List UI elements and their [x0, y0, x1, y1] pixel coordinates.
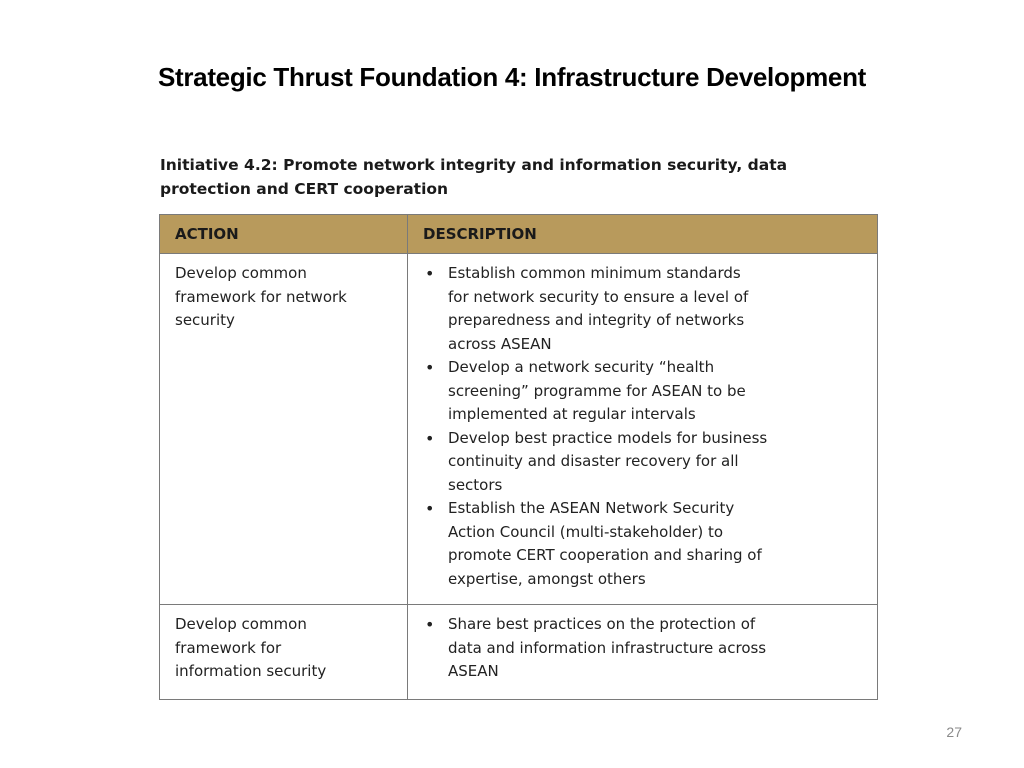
bullet-line: sectors [448, 475, 503, 494]
description-list [423, 613, 862, 684]
bullet-line: across ASEAN [448, 334, 552, 353]
bullet-item [423, 427, 862, 498]
page-number: 27 [946, 724, 962, 740]
table-row [160, 254, 878, 605]
bullet-line: preparedness and integrity of networks [448, 311, 745, 329]
action-line: security [175, 311, 235, 329]
bullet-line: Action Council (multi-stakeholder) to [448, 522, 724, 541]
table-header-row [160, 215, 878, 254]
slide-title: Strategic Thrust Foundation 4: Infrastructure Development [157, 62, 867, 92]
description-list [423, 262, 862, 591]
action-cell [160, 254, 408, 605]
bullet-line: • Establish common minimum standards [448, 264, 741, 282]
bullet-item [423, 613, 862, 684]
action-line: framework for [175, 638, 282, 657]
bullet-line: • Share best practices on the protection of [448, 615, 756, 633]
bullet-line: screening” programme for ASEAN to be [448, 381, 746, 400]
action-line: framework for network [175, 287, 347, 306]
table-row [160, 605, 878, 700]
bullet-line: • Establish the ASEAN Network Security [448, 499, 735, 517]
actions-table [159, 214, 878, 700]
bullet-line: ASEAN [448, 662, 499, 680]
description-cell [408, 254, 878, 605]
bullet-item [423, 262, 862, 356]
bullet-line: promote CERT cooperation and sharing of [448, 546, 762, 564]
bullet-line: • Develop best practice models for business [448, 428, 768, 447]
bullet-line: expertise, amongst others [448, 569, 646, 588]
action-line: Develop common [175, 264, 307, 282]
action-line: information security [175, 662, 327, 680]
action-cell [160, 605, 408, 700]
action-line: Develop common [175, 615, 307, 633]
bullet-line: • Develop a network security “health [448, 358, 715, 376]
description-cell [408, 605, 878, 700]
header-action: ACTION [160, 215, 408, 254]
bullet-item [423, 497, 862, 591]
initiative-heading-line: protection and CERT cooperation [160, 180, 449, 198]
bullet-line: implemented at regular intervals [448, 405, 696, 423]
bullet-item [423, 356, 862, 427]
bullet-line: continuity and disaster recovery for all [448, 452, 739, 470]
initiative-heading [160, 153, 880, 201]
bullet-line: data and information infrastructure across [448, 638, 767, 657]
header-description: DESCRIPTION [408, 215, 878, 254]
initiative-heading-line: Initiative 4.2: Promote network integrity and information security, data [160, 156, 788, 174]
bullet-line: for network security to ensure a level of [448, 287, 749, 306]
